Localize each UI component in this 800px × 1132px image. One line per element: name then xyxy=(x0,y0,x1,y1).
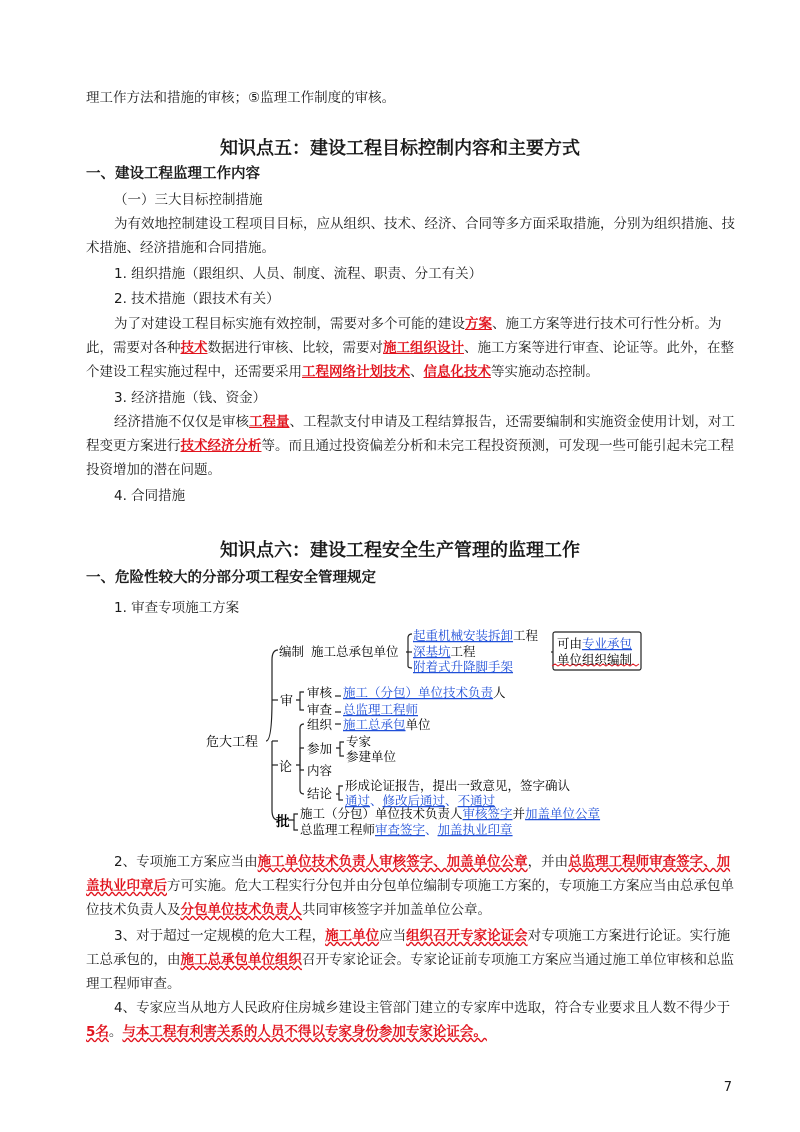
node-zuzhi: 组织 xyxy=(307,717,333,732)
pi-line-1 xyxy=(300,806,600,821)
node-general-contractor: 施工总承包单位 xyxy=(311,644,399,659)
node-bianzhi: 编制 xyxy=(279,644,305,659)
item-tech-measures: 2. 技术措施（跟技术有关） xyxy=(114,291,280,307)
subheading-measures: （一）三大目标控制措施 xyxy=(114,192,263,208)
pi-line-2 xyxy=(300,822,513,837)
node-pi: 批 xyxy=(276,814,290,830)
root-node: 危大工程 xyxy=(206,735,259,750)
diagram-text: 通过 xyxy=(345,793,371,808)
section-5-title: 知识点五：建设工程目标控制内容和主要方式 xyxy=(220,138,580,159)
section-5-heading: 一、建设工程监理工作内容 xyxy=(86,166,260,182)
shencha-value: 总监理工程师 xyxy=(343,702,419,717)
diagram-text: 施工（分包）单位技术负责 xyxy=(343,685,494,700)
diagram-text: 审查签字 xyxy=(375,822,426,837)
diagram-text: 单位 xyxy=(405,717,431,732)
box-line-2: 单位组织编制 xyxy=(557,652,633,667)
node-crane xyxy=(413,628,539,643)
diagram-text: 工程 xyxy=(450,644,476,659)
node-pit xyxy=(413,644,476,659)
node-scaffold: 附着式升降脚手架 xyxy=(413,659,514,674)
diagram-text: 审核签字 xyxy=(462,806,513,821)
paragraph-3: 3、对于超过一定规模的危大工程，施工单位应当组织召开专家论证会对专项施工方案进行论证。实行施工总承包的，由施工总承包单位组织召开专家论证会。专家论证前专项施工方案应当通过施工单位审核和总监理工程师审查。 xyxy=(86,928,734,992)
intro-paragraph: 为有效地控制建设工程项目目标，应从组织、技术、经济、合同等多方面采取措施，分别为组织措施、技术措施、经济措施和合同措施。 xyxy=(86,216,735,256)
item-org-measures: 1. 组织措施（跟组织、人员、制度、流程、职责、分工有关） xyxy=(114,266,483,282)
diagram-text: 加盖单位公章 xyxy=(525,806,601,821)
item-review-plan: 1. 审查专项施工方案 xyxy=(114,600,240,616)
box-line-1 xyxy=(557,636,632,651)
section-6-heading: 一、危险性较大的分部分项工程安全管理规定 xyxy=(86,570,376,586)
diagram-text: 专业承包 xyxy=(582,636,633,651)
paragraph-2: 2、专项施工方案应当由施工单位技术负责人审核签字、加盖单位公章，并由总监理工程师审查签字、加盖执业印章后方可实施。危大工程实行分包并由分包单位编制专项施工方案的，专项施工方案应当由总承包单位技术负责人及分包单位技术负责人共同审核签字并加盖单位公章。 xyxy=(86,854,734,918)
node-shenhe: 审核 xyxy=(307,685,333,700)
diagram-text: 总监理工程师 xyxy=(300,822,376,837)
diagram-text: 、 xyxy=(370,793,383,808)
node-shencha: 审查 xyxy=(307,702,333,717)
diagram-text: 人 xyxy=(493,685,506,700)
node-participants: 参建单位 xyxy=(346,749,397,764)
paragraph-4: 4、专家应当从地方人民政府住房城乡建设主管部门建立的专家库中选取，符合专业要求且人数不得少于5名。与本工程有利害关系的人员不得以专家身份参加专家论证会。 xyxy=(86,1000,731,1040)
diagram-text: 施工（分包）单位技术负责人 xyxy=(300,806,463,821)
node-lun: 论 xyxy=(279,760,293,775)
diagram-text: 修改后通过 xyxy=(382,793,446,808)
diagram-text: 施工总承包 xyxy=(343,717,406,732)
tech-paragraph: 为了对建设工程目标实施有效控制，需要对多个可能的建设方案、施工方案等进行技术可行性分析。为此，需要对各种技术数据进行审核、比较，需要对施工组织设计、施工方案等进行审查、论证等。此外，在整个建设工程实施过程中，还需要采用工程网络计划技术、信息化技术等实施动态控制。 xyxy=(86,316,734,380)
diagram-text: 深基坑 xyxy=(413,644,451,659)
diagram-text: 起重机械安装拆卸 xyxy=(413,628,514,643)
node-neirong: 内容 xyxy=(307,763,333,778)
section-6-title: 知识点六：建设工程安全生产管理的监理工作 xyxy=(220,540,580,561)
shenhe-value xyxy=(343,685,506,700)
diagram-text: 、 xyxy=(425,822,438,837)
page-number: 7 xyxy=(723,1080,732,1095)
zuzhi-value xyxy=(343,717,431,732)
node-shen: 审 xyxy=(280,694,294,709)
jielun-text: 形成论证报告，提出一致意见，签字确认 xyxy=(345,778,571,793)
diagram-text: 并 xyxy=(512,806,526,821)
diagram-text: 不通过 xyxy=(457,793,496,808)
node-expert: 专家 xyxy=(346,734,372,749)
diagram-text: 、 xyxy=(445,793,458,808)
node-canjia: 参加 xyxy=(307,741,333,756)
item-contract-measures: 4. 合同措施 xyxy=(114,488,186,504)
item-econ-measures: 3. 经济措施（钱、资金） xyxy=(114,390,267,406)
top-line: 理工作方法和措施的审核；⑤监理工作制度的审核。 xyxy=(86,90,396,106)
diagram-text: 可由 xyxy=(557,636,583,651)
diagram-text: 加盖执业印章 xyxy=(437,822,513,837)
econ-paragraph: 经济措施不仅仅是审核工程量、工程款支付申请及工程结算报告，还需要编制和实施资金使用计划，对工程变更方案进行技术经济分析等。而且通过投资偏差分析和未完工程投资预测，可发现一些可能引起未完工程投资增加的潜在问题。 xyxy=(86,414,735,478)
diagram-text: 工程 xyxy=(513,628,539,643)
node-jielun: 结论 xyxy=(307,786,333,801)
